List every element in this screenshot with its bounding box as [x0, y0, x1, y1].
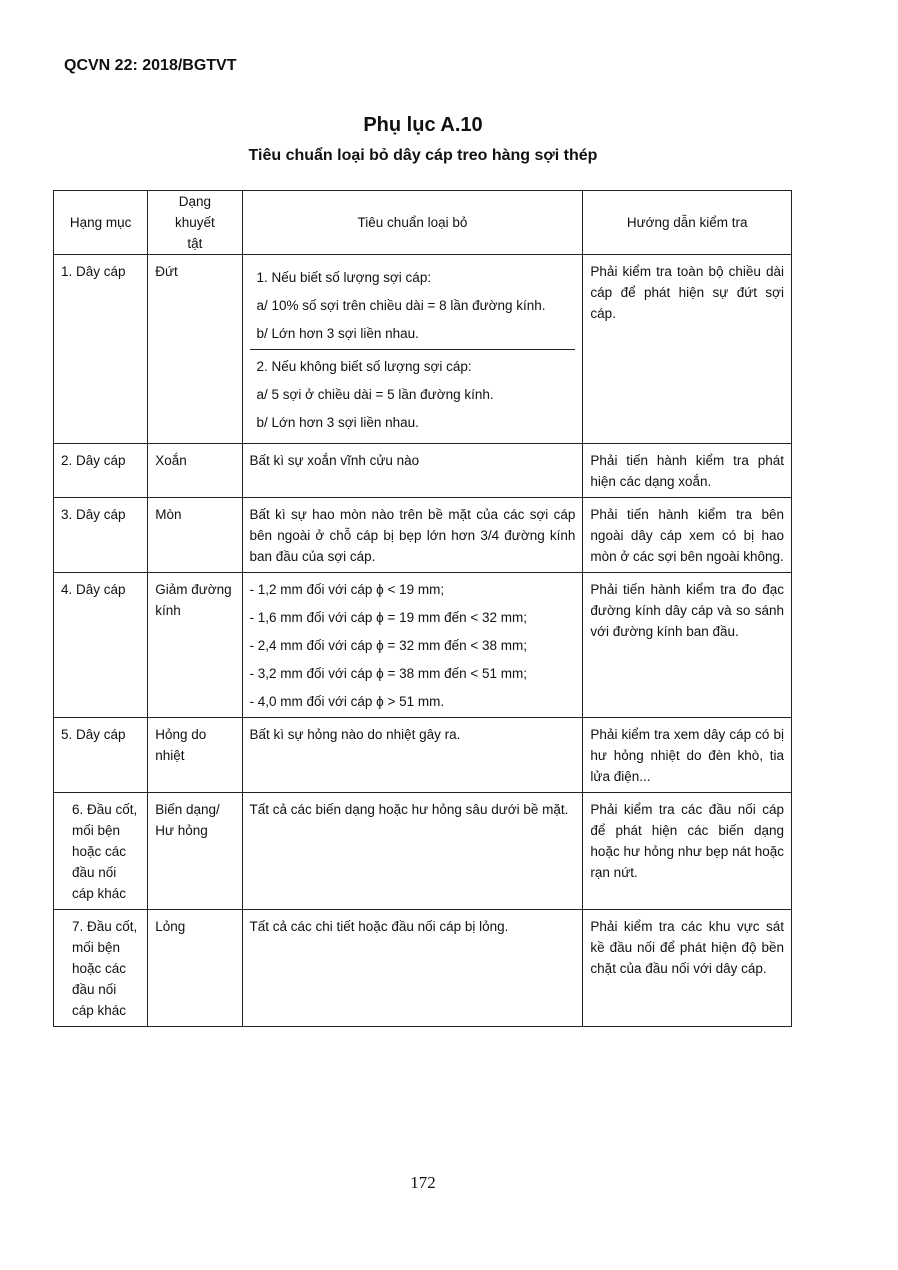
row-defect: Xoắn [148, 444, 242, 498]
row-criteria: Tất cả các chi tiết hoặc đầu nối cáp bị lỏng. [242, 910, 583, 1027]
row-criteria [242, 255, 583, 444]
criteria-line: - 2,4 mm đối với cáp ϕ = 32 mm đến < 38 mm; [249, 638, 528, 653]
appendix-subtitle: Tiêu chuẩn loại bỏ dây cáp treo hàng sợi thép [248, 147, 598, 164]
criteria-line: - 3,2 mm đối với cáp ϕ = 38 mm đến < 51 mm; [249, 666, 528, 681]
table-header-row [54, 191, 792, 255]
criteria-line: - 4,0 mm đối với cáp ϕ > 51 mm. [249, 694, 445, 709]
criteria-line: b/ Lớn hơn 3 sợi liền nhau. [256, 326, 419, 341]
column-header-criteria: Tiêu chuẩn loại bỏ [242, 191, 583, 255]
row-defect: Mòn [148, 498, 242, 573]
criteria-group [250, 349, 576, 438]
criteria-line: a/ 5 sợi ở chiều dài = 5 lần đường kính. [256, 387, 494, 402]
row-item: 5. Dây cáp [54, 718, 148, 793]
row-defect: Biến dạng/ Hư hỏng [148, 793, 242, 910]
criteria-group [250, 261, 576, 349]
row-defect: Lỏng [148, 910, 242, 1027]
page-number: 172 [410, 1173, 436, 1192]
row-criteria [242, 573, 583, 718]
row-guide: Phải tiến hành kiểm tra đo đạc đường kính dây cáp và so sánh với đường kính ban đầu. [583, 573, 792, 718]
row-item: 6. Đầu cốt, mối bện hoặc các đầu nối cáp khác [54, 793, 148, 910]
appendix-title: Phụ lục A.10 [363, 114, 483, 136]
row-guide: Phải kiểm tra các khu vực sát kề đầu nối để phát hiện độ bền chặt của đầu nối với dây cáp. [583, 910, 792, 1027]
row-guide: Phải kiểm tra toàn bộ chiều dài cáp để phát hiện sự đứt sợi cáp. [583, 255, 792, 444]
row-guide: Phải tiến hành kiểm tra bên ngoài dây cáp xem có bị hao mòn ở các sợi bên ngoài không. [583, 498, 792, 573]
row-criteria: Bất kì sự hao mòn nào trên bề mặt của các sợi cáp bên ngoài ở chỗ cáp bị bẹp lớn hơn 3/4 đường kính ban đầu của sợi cáp. [242, 498, 583, 573]
criteria-table [53, 190, 792, 1027]
row-guide: Phải kiểm tra các đầu nối cáp để phát hiện các biến dạng hoặc hư hỏng như bẹp nát hoặc rạn nứt. [583, 793, 792, 910]
column-header-guide: Hướng dẫn kiểm tra [583, 191, 792, 255]
criteria-line: b/ Lớn hơn 3 sợi liền nhau. [256, 415, 419, 430]
table-row [54, 444, 792, 498]
row-item: 4. Dây cáp [54, 573, 148, 718]
column-header-item: Hạng mục [54, 191, 148, 255]
table-row [54, 718, 792, 793]
document-code: QCVN 22: 2018/BGTVT [64, 57, 237, 74]
criteria-line: 2. Nếu không biết số lượng sợi cáp: [256, 359, 472, 374]
row-criteria: Bất kì sự hỏng nào do nhiệt gây ra. [242, 718, 583, 793]
criteria-line: 1. Nếu biết số lượng sợi cáp: [256, 270, 432, 285]
column-header-defect: Dạng khuyết tật [148, 191, 242, 255]
criteria-line: a/ 10% số sợi trên chiều dài = 8 lần đường kính. [256, 298, 546, 313]
row-item: 3. Dây cáp [54, 498, 148, 573]
row-criteria: Bất kì sự xoắn vĩnh cửu nào [242, 444, 583, 498]
table-row [54, 498, 792, 573]
row-defect: Hỏng do nhiệt [148, 718, 242, 793]
table-row [54, 255, 792, 444]
row-defect: Giảm đường kính [148, 573, 242, 718]
table-row [54, 573, 792, 718]
row-item: 7. Đầu cốt, mối bện hoặc các đầu nối cáp khác [54, 910, 148, 1027]
criteria-line: - 1,2 mm đối với cáp ϕ < 19 mm; [249, 582, 445, 597]
row-defect: Đứt [148, 255, 242, 444]
row-item: 2. Dây cáp [54, 444, 148, 498]
row-guide: Phải tiến hành kiểm tra phát hiện các dạng xoắn. [583, 444, 792, 498]
table-row [54, 910, 792, 1027]
criteria-line: - 1,6 mm đối với cáp ϕ = 19 mm đến < 32 mm; [249, 610, 528, 625]
table-row [54, 793, 792, 910]
row-criteria: Tất cả các biến dạng hoặc hư hỏng sâu dưới bề mặt. [242, 793, 583, 910]
row-item: 1. Dây cáp [54, 255, 148, 444]
row-guide: Phải kiểm tra xem dây cáp có bị hư hỏng nhiệt do đèn khò, tia lửa điện... [583, 718, 792, 793]
